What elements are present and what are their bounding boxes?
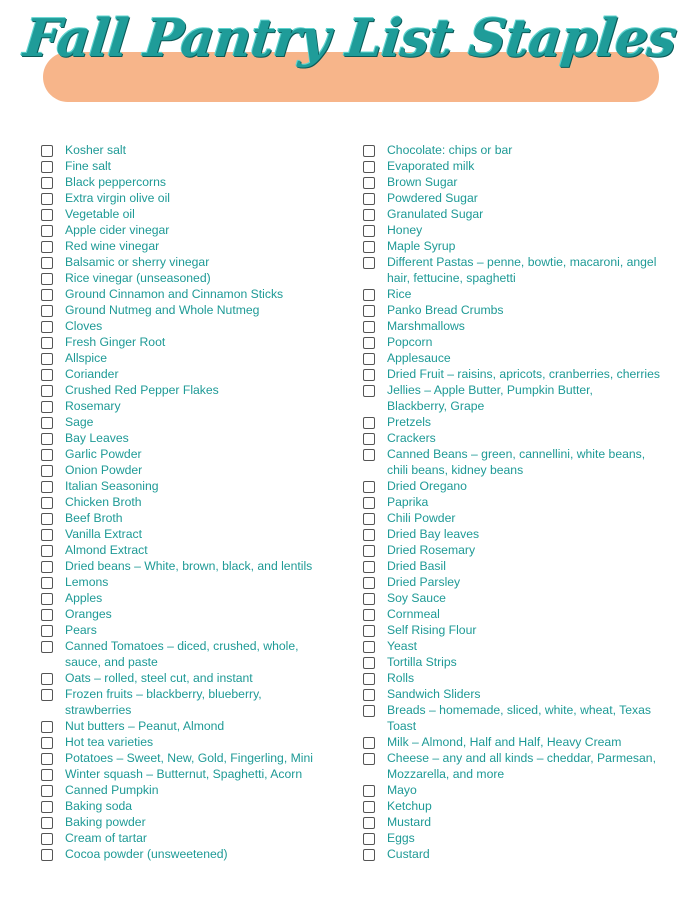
checkbox[interactable] (363, 689, 375, 701)
item-label: Oats – rolled, steel cut, and instant (65, 671, 253, 685)
checklist-item (363, 382, 663, 414)
item-label: Onion Powder (65, 463, 143, 477)
checklist-item (41, 350, 351, 366)
checklist-item (41, 686, 351, 718)
checklist-item (363, 206, 663, 222)
item-label: Pears (65, 623, 97, 637)
item-label: Chocolate: chips or bar (387, 143, 513, 157)
item-label: Jellies – Apple Butter, Pumpkin Butter, Blackberry, Grape (387, 383, 593, 413)
checklist-item (363, 798, 663, 814)
checklist-item (363, 494, 663, 510)
item-label: Milk – Almond, Half and Half, Heavy Cream (387, 735, 622, 749)
item-label: Granulated Sugar (387, 207, 484, 221)
item-label: Self Rising Flour (387, 623, 477, 637)
item-label: Hot tea varieties (65, 735, 154, 749)
item-label: Apple cider vinegar (65, 223, 170, 237)
checklist-item (41, 558, 351, 574)
item-label: Custard (387, 847, 430, 861)
checklist-item (41, 846, 351, 862)
checkbox[interactable] (41, 689, 53, 701)
checklist-item (41, 190, 351, 206)
checklist-item (41, 478, 351, 494)
checkbox[interactable] (363, 449, 375, 461)
item-label: Winter squash – Butternut, Spaghetti, Acorn (65, 767, 303, 781)
item-label: Nut butters – Peanut, Almond (65, 719, 225, 733)
checklist-item (363, 254, 663, 286)
item-label: Popcorn (387, 335, 433, 349)
item-label: Evaporated milk (387, 159, 475, 173)
checkbox[interactable] (41, 449, 53, 461)
item-label: Sandwich Sliders (387, 687, 481, 701)
checklist-item (41, 510, 351, 526)
checkbox[interactable] (363, 417, 375, 429)
checklist-item (363, 590, 663, 606)
checkbox[interactable] (363, 433, 375, 445)
checkbox[interactable] (363, 737, 375, 749)
checkbox[interactable] (363, 481, 375, 493)
item-label: Kosher salt (65, 143, 126, 157)
checkbox[interactable] (41, 241, 53, 253)
checkbox[interactable] (363, 849, 375, 861)
checklist-item (41, 670, 351, 686)
checklist-item (41, 174, 351, 190)
checkbox[interactable] (41, 785, 53, 797)
item-label: Eggs (387, 831, 415, 845)
checklist-item (363, 350, 663, 366)
checkbox[interactable] (363, 289, 375, 301)
item-label: Red wine vinegar (65, 239, 160, 253)
checklist-item (41, 382, 351, 398)
checkbox[interactable] (363, 257, 375, 269)
item-label: Canned Beans – green, cannellini, white beans, chili beans, kidney beans (387, 447, 646, 477)
item-label: Dried Oregano (387, 479, 467, 493)
item-label: Dried beans – White, brown, black, and lentils (65, 559, 313, 573)
item-label: Coriander (65, 367, 119, 381)
checkbox[interactable] (41, 737, 53, 749)
checklist-item (41, 302, 351, 318)
checkbox[interactable] (41, 833, 53, 845)
item-label: Cocoa powder (unsweetened) (65, 847, 228, 861)
checklist-item (41, 590, 351, 606)
checkbox[interactable] (41, 529, 53, 541)
item-label: Fresh Ginger Root (65, 335, 166, 349)
item-label: Brown Sugar (387, 175, 458, 189)
checkbox[interactable] (41, 401, 53, 413)
checkbox[interactable] (363, 369, 375, 381)
checklist-item (363, 654, 663, 670)
checklist-item (41, 430, 351, 446)
checkbox[interactable] (41, 753, 53, 765)
item-label: Tortilla Strips (387, 655, 457, 669)
item-label: Allspice (65, 351, 107, 365)
item-label: Frozen fruits – blackberry, blueberry, strawberries (65, 687, 262, 717)
checklist-item (363, 190, 663, 206)
checklist-item (363, 174, 663, 190)
item-label: Powdered Sugar (387, 191, 478, 205)
checklist-item (363, 830, 663, 846)
checklist-item (41, 526, 351, 542)
checklist-item (41, 254, 351, 270)
item-label: Dried Basil (387, 559, 446, 573)
item-label: Pretzels (387, 415, 432, 429)
checklist-item (41, 222, 351, 238)
checklist-item (363, 366, 663, 382)
checklist-item (363, 318, 663, 334)
item-label: Rolls (387, 671, 415, 685)
checklist-item (363, 702, 663, 734)
item-label: Yeast (387, 639, 418, 653)
checklist-item (41, 734, 351, 750)
checkbox[interactable] (363, 801, 375, 813)
checklist-item (363, 734, 663, 750)
checklist-item (363, 606, 663, 622)
checklist-item (363, 286, 663, 302)
checkbox[interactable] (41, 561, 53, 573)
item-label: Canned Pumpkin (65, 783, 159, 797)
checklist-item (363, 846, 663, 862)
checkbox[interactable] (41, 353, 53, 365)
checkbox[interactable] (363, 657, 375, 669)
checkbox[interactable] (41, 769, 53, 781)
checkbox[interactable] (363, 161, 375, 173)
checklist-item (41, 206, 351, 222)
item-label: Rosemary (65, 399, 121, 413)
checkbox[interactable] (41, 273, 53, 285)
item-label: Ketchup (387, 799, 432, 813)
checkbox[interactable] (41, 593, 53, 605)
checkbox[interactable] (363, 641, 375, 653)
checklist-item (41, 158, 351, 174)
checklist-item (363, 542, 663, 558)
item-label: Vanilla Extract (65, 527, 142, 541)
checkbox[interactable] (41, 609, 53, 621)
checkbox[interactable] (41, 817, 53, 829)
right-checklist (363, 142, 663, 862)
checklist-item (363, 478, 663, 494)
item-label: Ground Nutmeg and Whole Nutmeg (65, 303, 260, 317)
checkbox[interactable] (363, 513, 375, 525)
checkbox[interactable] (363, 625, 375, 637)
checklist-item (363, 574, 663, 590)
checkbox[interactable] (41, 721, 53, 733)
checkbox[interactable] (41, 257, 53, 269)
checklist-item (41, 574, 351, 590)
checkbox[interactable] (363, 545, 375, 557)
item-label: Chili Powder (387, 511, 456, 525)
item-label: Honey (387, 223, 423, 237)
item-label: Extra virgin olive oil (65, 191, 170, 205)
item-label: Sage (65, 415, 94, 429)
checkbox[interactable] (41, 369, 53, 381)
item-label: Beef Broth (65, 511, 123, 525)
item-label: Vegetable oil (65, 207, 135, 221)
checklist-item (363, 430, 663, 446)
item-label: Garlic Powder (65, 447, 142, 461)
checkbox[interactable] (41, 145, 53, 157)
checkbox[interactable] (363, 497, 375, 509)
checkbox[interactable] (41, 465, 53, 477)
checkbox[interactable] (41, 497, 53, 509)
checklist-item (41, 366, 351, 382)
item-label: Breads – homemade, sliced, white, wheat, Texas Toast (387, 703, 651, 733)
checklist-item (363, 526, 663, 542)
item-label: Rice vinegar (unseasoned) (65, 271, 211, 285)
item-label: Apples (65, 591, 103, 605)
checkbox[interactable] (41, 305, 53, 317)
checkbox[interactable] (41, 193, 53, 205)
checkbox[interactable] (41, 161, 53, 173)
item-label: Bay Leaves (65, 431, 129, 445)
item-label: Paprika (387, 495, 429, 509)
checkbox[interactable] (363, 705, 375, 717)
checklist-item (363, 302, 663, 318)
checklist-item (363, 814, 663, 830)
checkbox[interactable] (363, 561, 375, 573)
item-label: Dried Bay leaves (387, 527, 480, 541)
checkbox[interactable] (363, 785, 375, 797)
checklist-item (41, 606, 351, 622)
checklist-item (41, 830, 351, 846)
left-checklist (41, 142, 351, 862)
checklist-item (363, 622, 663, 638)
checkbox[interactable] (363, 673, 375, 685)
item-label: Cornmeal (387, 607, 440, 621)
checkbox[interactable] (41, 513, 53, 525)
item-label: Crushed Red Pepper Flakes (65, 383, 219, 397)
checkbox[interactable] (41, 337, 53, 349)
checklist-item (363, 750, 663, 782)
checklist-item (41, 718, 351, 734)
item-label: Different Pastas – penne, bowtie, macaroni, angel hair, fettucine, spaghetti (387, 255, 657, 285)
item-label: Lemons (65, 575, 109, 589)
checklist-item (363, 158, 663, 174)
checkbox[interactable] (363, 817, 375, 829)
checkbox[interactable] (41, 209, 53, 221)
checklist-item (41, 286, 351, 302)
checklist-item (41, 398, 351, 414)
item-label: Dried Fruit – raisins, apricots, cranberries, cherries (387, 367, 660, 381)
checklist-item (363, 510, 663, 526)
checklist-item (41, 334, 351, 350)
checkbox[interactable] (41, 801, 53, 813)
checklist-item (41, 750, 351, 766)
checkbox[interactable] (363, 337, 375, 349)
checklist-item (41, 542, 351, 558)
checkbox[interactable] (363, 529, 375, 541)
checkbox[interactable] (41, 577, 53, 589)
item-label: Baking powder (65, 815, 146, 829)
checklist-item (41, 414, 351, 430)
item-label: Maple Syrup (387, 239, 456, 253)
checkbox[interactable] (363, 177, 375, 189)
item-label: Balsamic or sherry vinegar (65, 255, 210, 269)
item-label: Italian Seasoning (65, 479, 159, 493)
checkbox[interactable] (41, 625, 53, 637)
checkbox[interactable] (41, 433, 53, 445)
checklist-item (41, 814, 351, 830)
item-label: Mustard (387, 815, 432, 829)
checklist-item (363, 446, 663, 478)
checkbox[interactable] (41, 321, 53, 333)
item-label: Oranges (65, 607, 112, 621)
checklist-item (41, 318, 351, 334)
item-label: Marshmallows (387, 319, 465, 333)
checklist-item (41, 142, 351, 158)
checklist-item (41, 622, 351, 638)
checklist-item (363, 334, 663, 350)
item-label: Ground Cinnamon and Cinnamon Sticks (65, 287, 284, 301)
checkbox[interactable] (41, 177, 53, 189)
checkbox[interactable] (41, 849, 53, 861)
item-label: Fine salt (65, 159, 112, 173)
checkbox[interactable] (41, 673, 53, 685)
item-label: Almond Extract (65, 543, 148, 557)
item-label: Baking soda (65, 799, 133, 813)
item-label: Black peppercorns (65, 175, 166, 189)
checklist-item (363, 686, 663, 702)
item-label: Rice (387, 287, 412, 301)
checklist-item (41, 782, 351, 798)
checkbox[interactable] (363, 353, 375, 365)
item-label: Cloves (65, 319, 103, 333)
checklist-item (363, 670, 663, 686)
checkbox[interactable] (363, 833, 375, 845)
checkbox[interactable] (363, 193, 375, 205)
item-label: Dried Parsley (387, 575, 461, 589)
checkbox[interactable] (41, 481, 53, 493)
checkbox[interactable] (41, 545, 53, 557)
checklist-item (41, 238, 351, 254)
checklist-item (363, 222, 663, 238)
item-label: Applesauce (387, 351, 451, 365)
checkbox[interactable] (363, 145, 375, 157)
checkbox[interactable] (363, 609, 375, 621)
checkbox[interactable] (41, 385, 53, 397)
checklist-item (363, 638, 663, 654)
item-label: Soy Sauce (387, 591, 446, 605)
item-label: Cream of tartar (65, 831, 147, 845)
checklist-item (41, 766, 351, 782)
item-label: Dried Rosemary (387, 543, 476, 557)
checkbox[interactable] (363, 385, 375, 397)
checklist-item (363, 558, 663, 574)
item-label: Chicken Broth (65, 495, 142, 509)
checklist-item (41, 638, 351, 670)
checklist-item (363, 782, 663, 798)
checkbox[interactable] (363, 241, 375, 253)
checklist-item (363, 142, 663, 158)
page-title: Fall Pantry List Staples (20, 8, 680, 69)
checkbox[interactable] (363, 593, 375, 605)
checklist-item (41, 798, 351, 814)
checkbox[interactable] (41, 225, 53, 237)
checkbox[interactable] (363, 209, 375, 221)
checklist-item (41, 270, 351, 286)
checkbox[interactable] (41, 417, 53, 429)
checklist-item (41, 462, 351, 478)
checkbox[interactable] (363, 225, 375, 237)
item-label: Mayo (387, 783, 417, 797)
checkbox[interactable] (41, 641, 53, 653)
item-label: Cheese – any and all kinds – cheddar, Parmesan, Mozzarella, and more (387, 751, 656, 781)
item-label: Potatoes – Sweet, New, Gold, Fingerling, Mini (65, 751, 313, 765)
checkbox[interactable] (41, 289, 53, 301)
item-label: Canned Tomatoes – diced, crushed, whole, sauce, and paste (65, 639, 299, 669)
item-label: Panko Bread Crumbs (387, 303, 504, 317)
checklist-item (41, 446, 351, 462)
checklist-item (363, 414, 663, 430)
item-label: Crackers (387, 431, 436, 445)
checkbox[interactable] (363, 305, 375, 317)
checklist-item (41, 494, 351, 510)
checkbox[interactable] (363, 577, 375, 589)
checklist-item (363, 238, 663, 254)
checkbox[interactable] (363, 753, 375, 765)
checkbox[interactable] (363, 321, 375, 333)
